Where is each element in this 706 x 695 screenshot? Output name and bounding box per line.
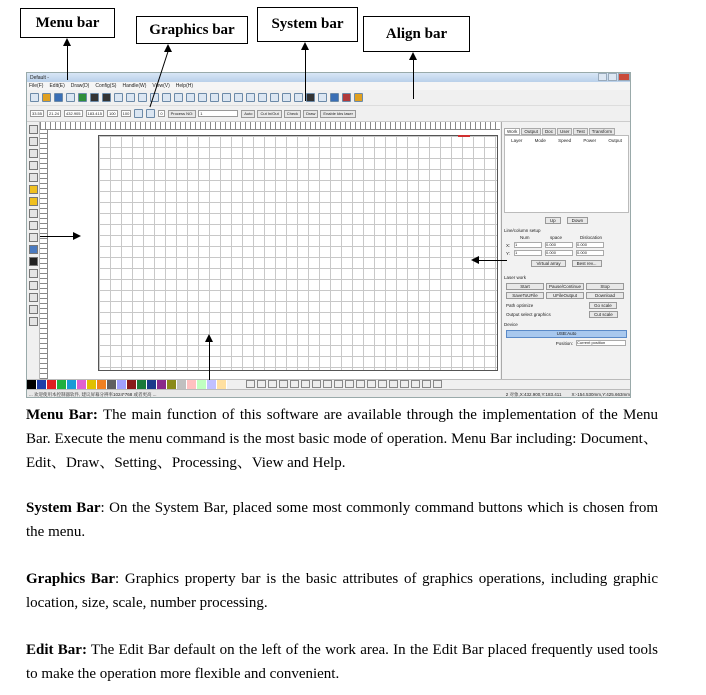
array-header-row <box>506 235 629 240</box>
system-bar-paragraph <box>26 496 658 544</box>
layer-color-swatch[interactable] <box>47 380 57 389</box>
edit-bar-heading: Edit Bar: <box>26 642 87 658</box>
equal-size-icon[interactable] <box>345 380 354 388</box>
position-row <box>506 340 629 346</box>
height-field[interactable]: 183.415 <box>87 111 102 116</box>
process-no-field[interactable]: 1 <box>198 110 238 117</box>
enable-kbs-checkbox[interactable]: Enable kbs laser <box>320 110 356 118</box>
layer-color-bar <box>27 379 630 389</box>
center-icon[interactable] <box>312 380 321 388</box>
col-speed: Speed <box>558 138 572 143</box>
palette-spacer <box>227 380 245 389</box>
status-bar <box>27 389 630 398</box>
x-label: X: <box>506 242 511 248</box>
device-title: Device <box>504 322 518 327</box>
col-layer: Layer <box>511 138 523 143</box>
center-h-icon[interactable] <box>290 380 299 388</box>
system-bar-text: : On the System Bar, placed some most commonly command buttons which is chosen from the menu. <box>26 500 658 540</box>
y-label: Y: <box>506 250 511 256</box>
graphics-bar-text: : Graphics property bar is the basic attributes of graphics operations, including graphic location, size, scale, number processing. <box>26 571 658 611</box>
edit-bar-text: The Edit Bar default on the left of the work area. In the Edit Bar placed frequently used tools to make the operation more flexible and convenient. <box>26 642 658 682</box>
group-icon[interactable] <box>378 380 387 388</box>
layer-bar-pointer-line <box>209 340 210 380</box>
distribute-v-icon[interactable] <box>367 380 376 388</box>
menu-draw[interactable]: Draw(D) <box>70 83 90 89</box>
break-icon[interactable] <box>411 380 420 388</box>
space-header: space <box>550 235 563 240</box>
laser-work-buttons <box>505 282 629 300</box>
layer-color-swatch[interactable] <box>27 380 37 389</box>
title-bar <box>27 73 630 82</box>
control-panel-arrowhead <box>471 256 479 264</box>
array-tool-icon[interactable] <box>29 245 38 254</box>
angle-field[interactable]: 0 <box>160 111 163 116</box>
graphics-bar-paragraph <box>26 567 658 615</box>
layer-color-swatch[interactable] <box>57 380 67 389</box>
align-right-icon[interactable] <box>257 380 266 388</box>
zoom-in-icon[interactable] <box>114 93 123 102</box>
graphics-bar-callout: Graphics bar <box>136 16 248 44</box>
tab-output[interactable]: Output <box>521 128 541 135</box>
menu-help[interactable]: Help(H) <box>175 83 194 89</box>
layer-color-swatch[interactable] <box>137 380 147 389</box>
layer-color-swatch[interactable] <box>217 380 227 389</box>
y-position-field[interactable]: 21.24 <box>49 111 60 116</box>
minimize-icon[interactable] <box>598 73 607 81</box>
tab-doc[interactable]: Doc <box>542 128 556 135</box>
status-message: ... 欢迎使用本控制器软件, 建议屏幕分辨率1024*768 或者更高 ... <box>29 391 157 397</box>
trim-icon[interactable] <box>433 380 442 388</box>
cut-scale-button[interactable]: Cut scale <box>589 311 618 318</box>
monitor-icon[interactable] <box>330 93 339 102</box>
settings-icon[interactable] <box>354 93 363 102</box>
menu-bar-heading: Menu Bar: <box>26 407 98 423</box>
barcode-tool-icon[interactable] <box>29 317 38 326</box>
align-bar-callout: Align bar <box>363 16 470 52</box>
tab-transform[interactable]: Transform <box>589 128 615 135</box>
output-select-row <box>506 311 629 318</box>
col-power: Power <box>583 138 597 143</box>
align-bar-pointer-line <box>413 58 414 99</box>
equal-height-icon[interactable] <box>334 380 343 388</box>
control-panel <box>501 122 631 379</box>
control-panel-pointer-line <box>479 260 507 261</box>
menu-handle[interactable]: Handle(W) <box>122 83 147 89</box>
menu-bar-arrowhead <box>63 38 71 46</box>
zoom-out-icon[interactable] <box>126 93 135 102</box>
window-controls <box>597 73 630 82</box>
align-bottom-icon[interactable] <box>279 380 288 388</box>
edit-toolbar <box>27 122 40 379</box>
import-icon[interactable] <box>66 93 75 102</box>
frame-icon[interactable] <box>318 93 327 102</box>
select-frame-icon[interactable] <box>198 93 207 102</box>
tab-work[interactable]: Work <box>504 128 520 135</box>
download-button[interactable]: Download <box>586 292 624 299</box>
col-output: Output <box>608 138 622 143</box>
undo-icon[interactable] <box>90 93 99 102</box>
array-x-row <box>506 242 629 248</box>
ellipse-tool-icon[interactable] <box>29 197 38 206</box>
vertical-ruler <box>40 130 48 379</box>
panel-tabs <box>502 128 631 135</box>
stop-button[interactable]: Stop <box>586 283 624 290</box>
horizontal-ruler <box>40 122 500 130</box>
polyline-tool-icon[interactable] <box>29 161 38 170</box>
ungroup-icon[interactable] <box>389 380 398 388</box>
menu-config[interactable]: Config(S) <box>95 83 117 89</box>
align-v-icon[interactable] <box>294 93 303 102</box>
down-button[interactable]: Down <box>567 217 589 224</box>
start-button[interactable]: Start <box>506 283 544 290</box>
layer-color-swatch[interactable] <box>107 380 117 389</box>
path-optimize-checkbox[interactable]: Path optimize <box>506 303 534 308</box>
new-file-icon[interactable] <box>30 93 39 102</box>
open-folder-icon[interactable] <box>42 93 51 102</box>
laser-work-title: Laser work <box>504 275 527 280</box>
output-select-checkbox[interactable]: Output select graphics <box>506 312 551 317</box>
position-select[interactable]: Current position <box>576 340 626 346</box>
graphics-bar-arrowhead <box>164 44 172 52</box>
layer-color-swatch[interactable] <box>67 380 77 389</box>
layer-order-buttons <box>502 217 631 224</box>
grid-icon[interactable] <box>258 93 267 102</box>
menu-file[interactable]: File(F) <box>29 83 44 89</box>
bitmap-tool-icon[interactable] <box>29 233 38 242</box>
zoom-real-icon[interactable] <box>186 93 195 102</box>
curve-tool-icon[interactable] <box>29 173 38 182</box>
check-button[interactable]: Check <box>284 110 301 118</box>
best-rev-button[interactable]: Best rev... <box>572 260 602 267</box>
position-label: Position: <box>555 340 573 346</box>
layer-color-swatch[interactable] <box>177 380 187 389</box>
layer-color-swatch[interactable] <box>207 380 217 389</box>
star-tool-icon[interactable] <box>29 221 38 230</box>
x-space-field[interactable]: 0.000 <box>545 242 573 248</box>
layer-color-swatch[interactable] <box>117 380 127 389</box>
auto-button[interactable]: Auto <box>241 110 255 118</box>
x-position-field[interactable]: 33.55 <box>32 111 43 116</box>
menu-bar-paragraph <box>26 403 658 475</box>
work-area[interactable] <box>48 130 500 379</box>
layer-color-swatch[interactable] <box>127 380 137 389</box>
software-screenshot <box>26 72 631 398</box>
ufile-output-button[interactable]: UFileOutput <box>546 292 584 299</box>
select-tool-icon[interactable] <box>29 125 38 134</box>
delete-tool-icon[interactable] <box>29 257 38 266</box>
dislocation-header: Dislocation <box>580 235 603 240</box>
menu-bar <box>27 82 630 90</box>
align-left-icon[interactable] <box>246 380 255 388</box>
device-select[interactable]: USB:Auto <box>506 330 627 338</box>
menu-view[interactable]: View(V) <box>152 83 170 89</box>
circle-tool-icon[interactable] <box>29 305 38 314</box>
layer-color-swatch[interactable] <box>147 380 157 389</box>
system-bar-arrowhead <box>301 42 309 50</box>
measure-tool-icon[interactable] <box>29 293 38 302</box>
mirror-icon[interactable] <box>146 109 155 118</box>
scale-y-field[interactable]: 100 <box>122 111 130 116</box>
combine-icon[interactable] <box>400 380 409 388</box>
pen-icon[interactable] <box>210 93 219 102</box>
layer-color-swatch[interactable] <box>77 380 87 389</box>
col-mode: Mode <box>534 138 546 143</box>
layer-color-swatch[interactable] <box>197 380 207 389</box>
lock-ratio-icon[interactable] <box>134 109 143 118</box>
align-bar-arrowhead <box>409 52 417 60</box>
weld-icon[interactable] <box>422 380 431 388</box>
line-setup-title: Line/column setup <box>504 228 541 233</box>
y-num-field[interactable]: 1 <box>514 250 542 256</box>
width-field[interactable]: 432.905 <box>66 111 81 116</box>
window-title: Default - <box>30 74 49 81</box>
path-optimize-row <box>506 302 629 309</box>
curve-icon[interactable] <box>222 93 231 102</box>
layer-color-swatch[interactable] <box>187 380 197 389</box>
laser-icon[interactable] <box>342 93 351 102</box>
system-bar-heading: System Bar <box>26 500 101 516</box>
rectangle-tool-icon[interactable] <box>29 185 38 194</box>
array-buttons <box>502 260 631 267</box>
scale-x-field[interactable]: 100 <box>108 111 116 116</box>
system-bar-pointer-line <box>305 48 306 101</box>
status-cursor: X:-154.530mm,Y:425.663mm <box>571 391 630 397</box>
text-tool-icon[interactable] <box>29 209 38 218</box>
system-toolbar <box>27 90 630 106</box>
menu-bar-callout: Menu bar <box>20 8 115 38</box>
maximize-icon[interactable] <box>608 73 617 81</box>
rotate-tool-icon[interactable] <box>29 281 38 290</box>
tab-user[interactable]: User <box>557 128 573 135</box>
array-y-row <box>506 250 629 256</box>
layer-color-swatch[interactable] <box>157 380 167 389</box>
node-icon[interactable] <box>270 93 279 102</box>
graphics-toolbar <box>27 106 630 122</box>
edit-bar-pointer-line <box>40 236 73 237</box>
edit-bar-paragraph <box>26 638 658 686</box>
num-header: Num <box>520 235 530 240</box>
edit-bar-arrowhead <box>73 232 81 240</box>
layer-color-swatch[interactable] <box>167 380 177 389</box>
layer-table-header <box>504 135 629 143</box>
system-bar-callout: System bar <box>257 7 358 42</box>
layer-list[interactable] <box>504 143 629 213</box>
line-tool-icon[interactable] <box>29 149 38 158</box>
wave-icon[interactable] <box>234 93 243 102</box>
process-no-label: Process NO: <box>168 110 197 118</box>
menu-bar-pointer-line <box>67 44 68 80</box>
tab-test[interactable]: Test <box>573 128 587 135</box>
pan-tool-icon[interactable] <box>29 269 38 278</box>
node-edit-icon[interactable] <box>29 137 38 146</box>
redo-icon[interactable] <box>102 93 111 102</box>
layer-color-swatch[interactable] <box>87 380 97 389</box>
x-dislocation-field[interactable]: 0.000 <box>576 242 604 248</box>
virtual-array-button[interactable]: Virtual array <box>531 260 565 267</box>
export-icon[interactable] <box>78 93 87 102</box>
draw-button[interactable]: Draw <box>303 110 318 118</box>
pause-continue-button[interactable]: Pause/Continue <box>546 283 584 290</box>
menu-edit[interactable]: Edit(E) <box>49 83 65 89</box>
work-grid <box>98 135 498 371</box>
print-icon[interactable] <box>306 93 315 102</box>
equal-width-icon[interactable] <box>323 380 332 388</box>
align-h-icon[interactable] <box>282 93 291 102</box>
y-dislocation-field[interactable]: 0.000 <box>576 250 604 256</box>
status-selection: 2 对象,X:432.900,Y:183.411 <box>505 391 562 397</box>
origin-marker <box>458 135 470 141</box>
distribute-h-icon[interactable] <box>356 380 365 388</box>
layer-color-swatch[interactable] <box>97 380 107 389</box>
zoom-page-icon[interactable] <box>162 93 171 102</box>
save-to-ufile-button[interactable]: SaveToUFile <box>506 292 544 299</box>
zoom-fit-icon[interactable] <box>138 93 147 102</box>
close-icon[interactable] <box>618 73 630 81</box>
go-scale-button[interactable]: Go scale <box>589 302 617 309</box>
x-num-field[interactable]: 1 <box>514 242 542 248</box>
menu-bar-text: The main function of this software are available through the implementation of the Menu Bar. Execute the menu command is the most basic mode of operation. Menu Bar including: Document、Edit、Draw、Setting、Processing、View and Help. <box>26 407 658 471</box>
layer-color-swatch[interactable] <box>37 380 47 389</box>
graphics-bar-heading: Graphics Bar <box>26 571 116 587</box>
center-v-icon[interactable] <box>301 380 310 388</box>
status-right <box>496 392 630 398</box>
align-top-icon[interactable] <box>268 380 277 388</box>
up-button[interactable]: Up <box>545 217 561 224</box>
layer-bar-arrowhead <box>205 334 213 342</box>
save-icon[interactable] <box>54 93 63 102</box>
zoom-all-icon[interactable] <box>174 93 183 102</box>
cut-in-out-button[interactable]: Cut In/Out <box>257 110 281 118</box>
text-line-icon[interactable] <box>246 93 255 102</box>
y-space-field[interactable]: 0.000 <box>545 250 573 256</box>
